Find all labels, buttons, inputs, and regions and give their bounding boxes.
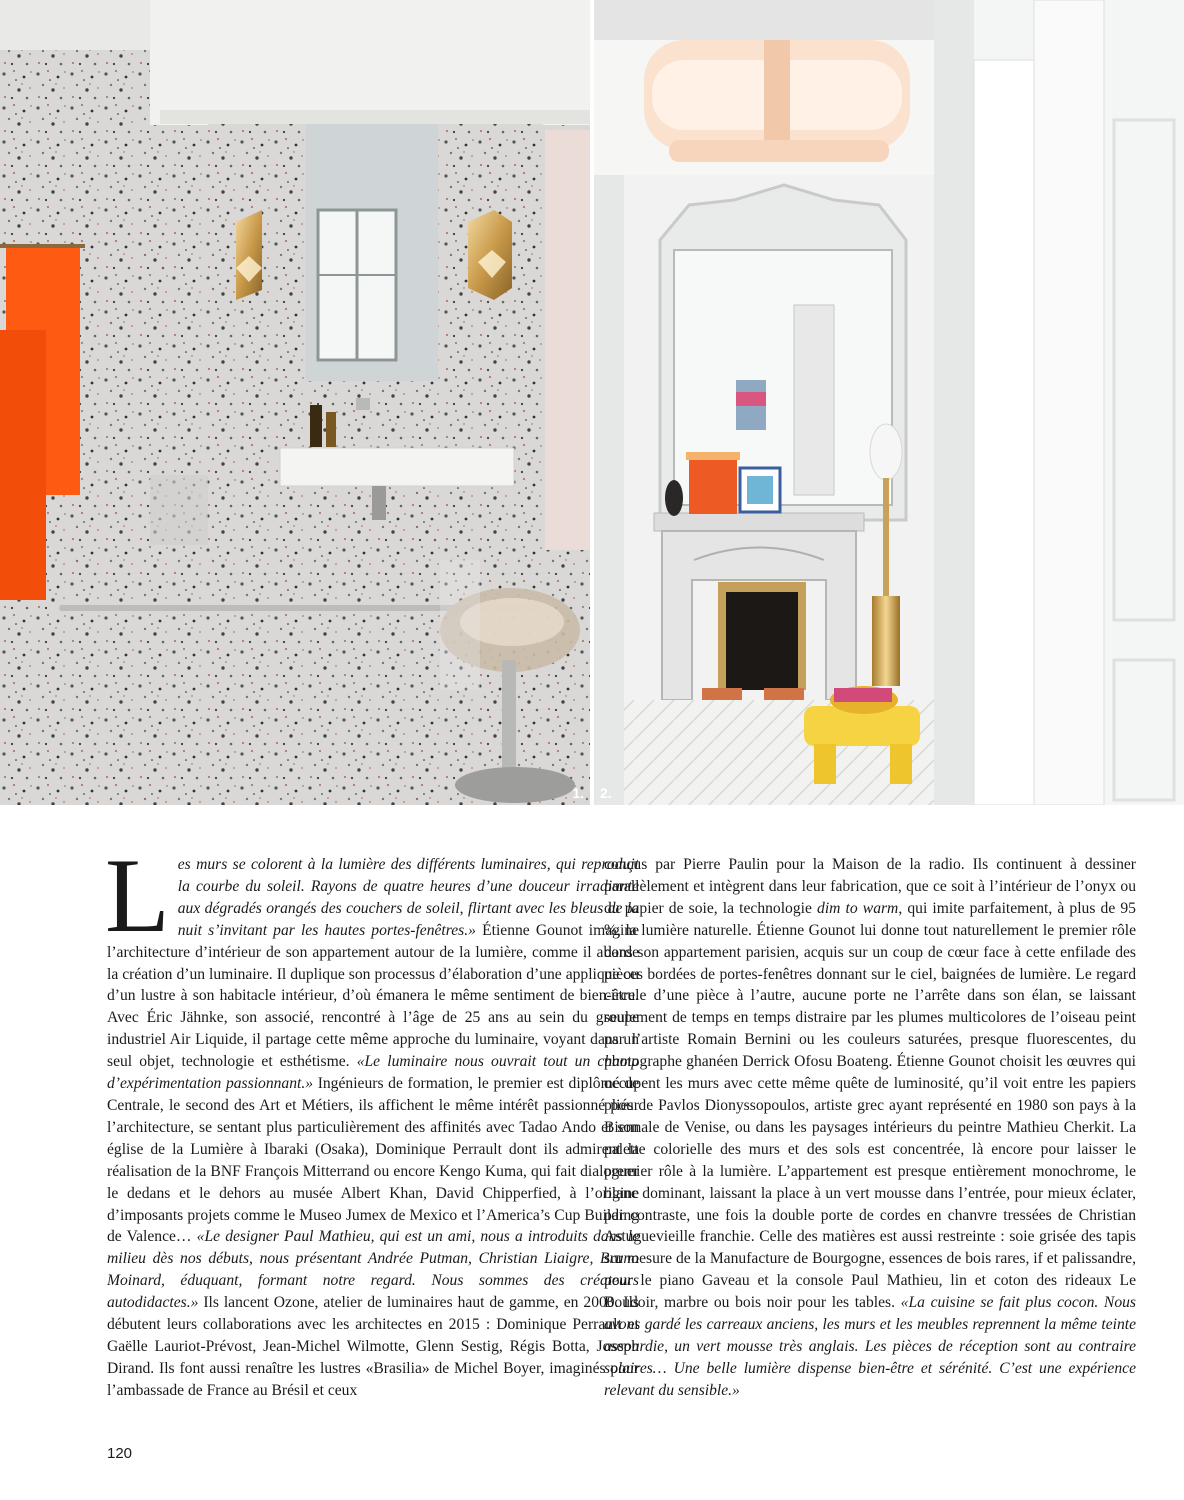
body-text: Ingénieurs de formation, le premier est diplômé de Centrale, le second des Art et Métiers, ils affichent le même intérêt passionné pour l’architecture, se sentant plus particulièrement des affinités avec Tadao Ando et son église de la Lumière à Ibaraki (Osaka), Dominique Perrault dont ils admirent la réalisation de la BNF François Mitterrand ou encore Kengo Kuma, qui fait dialoguer le dedans et le dehors au musée Albert Khan, David Chipperfied, à l’origine d’imposants projets comme le Museo Jumex de Mexico et l’America’s Cup Building de Valence… — [107, 1075, 640, 1246]
article-paragraph — [105, 837, 640, 1402]
article-column-right — [604, 854, 1136, 1402]
bathroom-image — [0, 0, 590, 805]
body-text: conçus par Pierre Paulin pour la Maison de la radio. Ils continuent à dessiner parallèlement et intègrent dans leur fabrication, que ce soit à l’intérieur de l’onyx ou du papier de soie, la technologie — [604, 856, 1136, 917]
quote-closing: «La cuisine se fait plus cocon. Nous avons gardé les carreaux anciens, les murs et les meubles reprennent la même teinte assourdie, un vert mousse très anglais. Les pièces de réception sont au contraire solaires… Une belle lumière dispense bien-être et sérénité. C’est une expérience relevant du sensible.» — [604, 1294, 1136, 1399]
salon-image — [594, 0, 1184, 805]
photo-number-1: 1. — [572, 785, 584, 801]
article-paragraph — [604, 854, 1136, 1402]
body-text: Étienne Gounot imagine l’architecture d’intérieur de son appartement autour de la lumière, comme il aborde la création d’un luminaire. Il duplique son processus d’élaboration d’une applique ou d’un lustre à son habitacle intérieur, d’où émanera le même sentiment de bien-être. Avec Éric Jähnke, son associé, rencontré à l’âge de 25 ans au sein du groupe industriel Air Liquide, il partage cette même approche du luminaire, voyant dans un seul objet, technologie et esthétisme. — [107, 921, 639, 1071]
page-number: 120 — [107, 1445, 133, 1462]
body-text: , qui imite parfaitement, à plus de 95 %, la lumière naturelle. Étienne Gounot lui donne tout naturellement le premier rôle dans son appartement parisien, acquis sur un coup de cœur face à cette enfilade des pièces bordées de portes-fenêtres donnant sur le ciel, baignées de lumière. Le regard circule d’une pièce à l’autre, aucune porte ne l’arrête dans son élan, se laissant seulement de temps en temps distraire par les plumes multicolores de l’oiseau peint par l’artiste Romain Bernini ou les couleurs saturées, presque fluorescentes, du photographe ghanéen Derrick Ofosu Boateng. Étienne Gounot choisit les œuvres qui occupent les murs avec cette même quête de luminosité, qu’il voit entre les papiers pliés de Pavlos Dionyssopoulos, artiste grec ayant représenté en 1980 son pays à la Biennale de Venise, ou dans les paysages intérieurs du peintre Mathieu Cherkit. La palette colorielle des murs et des sols est concentrée, là encore pour laisser le premier rôle à la lumière. L’appartement est presque entièrement monochrome, le blanc dominant, laissant la place à un vert mousse dans l’entrée, pour mieux éclater, par contraste, une fois la double porte de cordes en chanvre tressées de Christian Astuguevieille franchie. Celle des matières est aussi restreinte : soie grisée des tapis sur mesure de la Manufacture de Bourgogne, essences de bois rares, if et palissandre, pour le piano Gaveau et la console Paul Mathieu, lin et coton des rideaux Le Boudoir, marbre ou bois noir pour les tables. — [604, 899, 1136, 1312]
article-column-left — [105, 837, 640, 1402]
drop-cap: L — [105, 837, 170, 954]
body-text: Ils lancent Ozone, atelier de luminaires haut de gamme, en 2000. Ils débutent leurs collaborations avec les architectes en 2015 : Dominique Perrault et Gaëlle Lauriot-Prévost, Jean-Michel Wilmotte, Glenn Sestig, Régis Botta, Joseph Dirand. Ils font aussi renaître les lustres «Brasilia» de Michel Boyer, imaginés pour l’ambassade de France au Brésil et ceux — [107, 1294, 639, 1399]
quote: «Le designer Paul Mathieu, qui est un ami, nous a introduits dans le milieu dès nos débuts, nous présentant Andrée Putman, Christian Liaigre, Bruno Moinard, éduquant, formant notre regard. Nous sommes des créateurs autodidactes.» — [107, 1228, 639, 1312]
photo-salon — [594, 0, 1184, 805]
technology-term: dim to warm — [817, 899, 899, 917]
quote: «Le luminaire nous ouvrait tout un champ d’expérimentation passionnant.» — [107, 1053, 639, 1093]
quote-opening: es murs se colorent à la lumière des différents luminaires, qui reproduit la courbe du soleil. Rayons de quatre heures d’une douceur irradiante aux dégradés orangés des couchers de soleil, flirtant avec les bleus de la nuit s’invitant par les hautes portes-fenêtres.» — [177, 856, 639, 939]
photo-bathroom — [0, 0, 590, 805]
photo-number-2: 2. — [600, 785, 612, 801]
